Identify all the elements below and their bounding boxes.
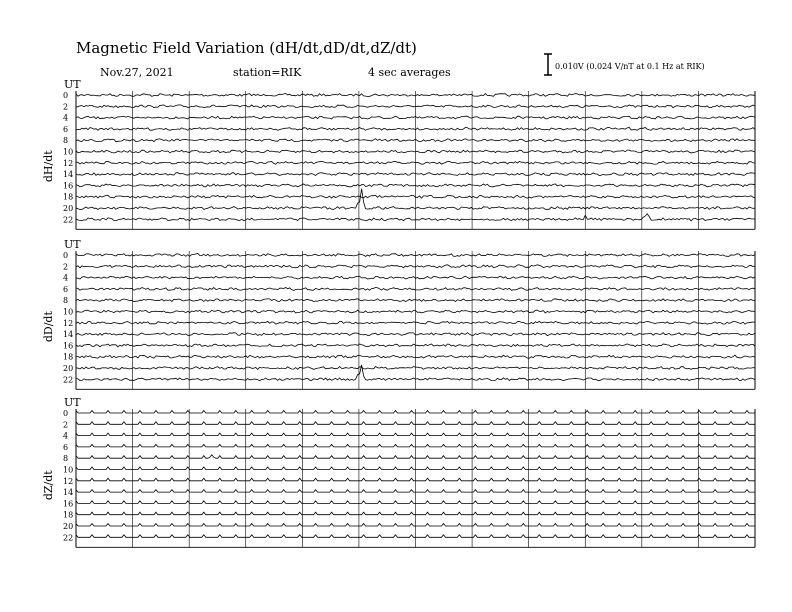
row-label: 2	[63, 420, 69, 430]
panel-dzdt	[42, 396, 755, 547]
row-label: 12	[63, 158, 74, 168]
row-label: 14	[63, 330, 74, 340]
row-label: 20	[63, 204, 74, 213]
row-label: 16	[63, 341, 74, 351]
row-label: 2	[63, 102, 69, 112]
row-label: 4	[63, 273, 69, 283]
panel-dhdt	[42, 78, 755, 229]
panel-ylabel: dH/dt	[42, 150, 55, 183]
row-label: 22	[63, 375, 74, 385]
row-label: 12	[63, 318, 74, 328]
row-label: 20	[63, 364, 74, 373]
station-label: station=RIK	[233, 66, 302, 79]
row-label: 10	[63, 465, 74, 475]
panel-ylabel: dZ/dt	[42, 470, 55, 501]
row-label: 6	[63, 442, 69, 452]
row-label: 14	[63, 488, 74, 498]
ut-axis-label: UT	[64, 238, 81, 251]
row-label: 12	[63, 476, 74, 486]
row-label: 2	[63, 262, 69, 272]
row-label: 0	[63, 251, 69, 260]
chart-title: Magnetic Field Variation (dH/dt,dD/dt,dZ/dt)	[76, 39, 417, 57]
row-label: 6	[63, 284, 69, 294]
row-label: 22	[63, 533, 74, 543]
panels	[42, 78, 755, 547]
averaging-label: 4 sec averages	[368, 66, 451, 79]
row-label: 4	[63, 431, 69, 441]
row-label: 8	[63, 136, 69, 146]
row-label: 22	[63, 215, 74, 225]
row-label: 6	[63, 124, 69, 134]
row-label: 16	[63, 181, 74, 191]
row-label: 18	[63, 510, 74, 520]
ut-axis-label: UT	[64, 396, 81, 409]
row-label: 8	[63, 454, 69, 464]
row-label: 18	[63, 352, 74, 362]
row-label: 16	[63, 499, 74, 509]
panel-ylabel: dD/dt	[42, 311, 55, 343]
date-label: Nov.27, 2021	[100, 66, 174, 79]
scale-bar	[544, 54, 705, 75]
scale-note: 0.010V (0.024 V/nT at 0.1 Hz at RIK)	[555, 62, 705, 71]
row-label: 14	[63, 170, 74, 180]
row-label: 10	[63, 307, 74, 317]
panel-dddt	[42, 238, 755, 389]
row-label: 20	[63, 522, 74, 531]
row-label: 0	[63, 91, 69, 100]
row-label: 4	[63, 113, 69, 123]
row-label: 8	[63, 296, 69, 306]
ut-axis-label: UT	[64, 78, 81, 91]
row-label: 18	[63, 192, 74, 202]
row-label: 0	[63, 409, 69, 418]
row-label: 10	[63, 147, 74, 157]
